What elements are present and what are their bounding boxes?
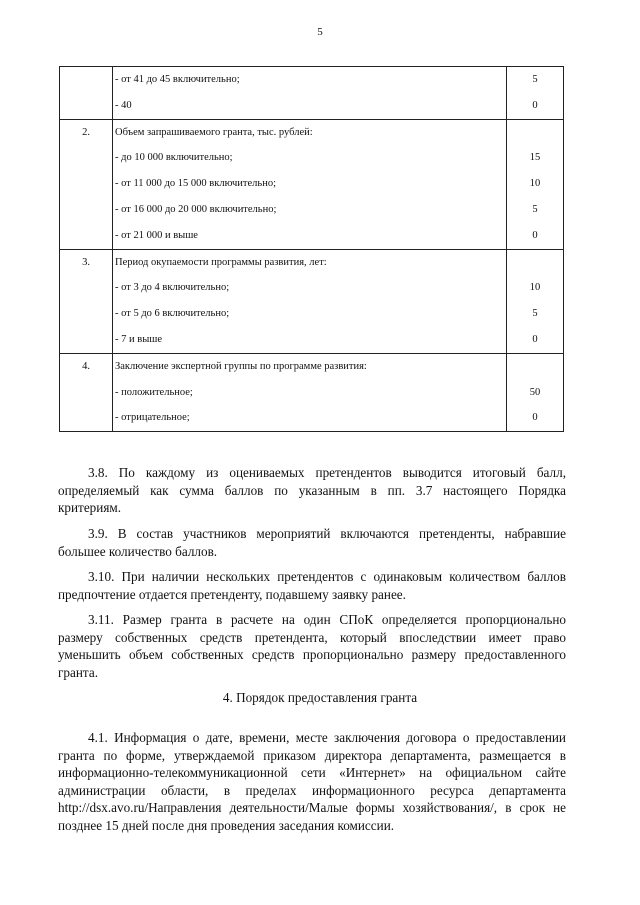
criteria-score-cell <box>507 119 564 249</box>
paragraph-line: администрации области, в пределах информационного ресурса департамента <box>58 782 566 798</box>
paragraph-3-10 <box>58 568 566 603</box>
paragraph-line: 3.11. Размер гранта в расчете на один СПоК определяется пропорционально <box>88 612 566 627</box>
criteria-text-cell <box>113 119 507 249</box>
criteria-number-cell <box>60 67 113 120</box>
criteria-item-score <box>507 120 563 146</box>
criteria-row <box>60 353 564 431</box>
criteria-item-text: - от 41 до 45 включительно; <box>115 74 240 85</box>
criteria-score-cell <box>507 353 564 431</box>
paragraph-line: 3.8. По каждому из оцениваемых претендентов выводится итоговый балл, <box>88 465 566 480</box>
criteria-item-score: 10 <box>529 282 541 294</box>
criteria-item-score: 50 <box>529 386 541 398</box>
paragraph-line: http://dsx.avo.ru/Направления деятельности/Малые формы хозяйствования/, в срок не <box>58 800 566 815</box>
criteria-text-cell <box>113 353 507 431</box>
page-number: 5 <box>317 26 323 38</box>
section-heading: 4. Порядок предоставления гранта <box>222 690 418 705</box>
criteria-item-text: - от 3 до 4 включительно; <box>115 282 230 294</box>
criteria-item-score: 0 <box>532 229 538 241</box>
paragraph-line: гранта по форме, утверждаемой приказом директора департамента, размещается в <box>58 747 566 763</box>
criteria-table <box>59 66 564 432</box>
criteria-item-score: 0 <box>532 412 538 424</box>
criteria-text-cell <box>113 249 507 353</box>
criteria-score-cell <box>507 249 564 353</box>
paragraph-line: 3.10. При наличии нескольких претендентов с одинаковым количеством баллов <box>88 569 566 584</box>
paragraph-4-1 <box>58 729 566 834</box>
criteria-number-cell <box>60 249 113 353</box>
criteria-item-text: - 7 и выше <box>115 333 162 345</box>
criteria-item-text: - отрицательное; <box>115 412 190 424</box>
paragraph-line: информационно-телекоммуникационной сети «Интернет» на официальном сайте <box>58 765 566 780</box>
criteria-item-text: - от 11 000 до 15 000 включительно; <box>115 178 276 190</box>
criteria-number <box>60 67 112 93</box>
paragraph-3-9 <box>58 525 566 560</box>
paragraph-line: уменьшить объем собственных средств пропорционально размеру предоставленного <box>58 647 566 662</box>
criteria-item-text: - положительное; <box>115 386 193 398</box>
criteria-item-text: Период окупаемости программы развития, лет: <box>115 256 327 268</box>
criteria-number: 3. <box>82 256 90 268</box>
paragraph-3-8 <box>58 464 566 517</box>
criteria-text-cell <box>113 67 507 120</box>
criteria-item-score: 5 <box>532 203 538 215</box>
paragraph-line: 4.1. Информация о дате, времени, месте заключения договора о предоставлении <box>88 730 566 745</box>
paragraph-line: 3.9. В состав участников мероприятий включаются претенденты, набравшие <box>88 526 566 541</box>
criteria-item-score: 0 <box>532 333 538 345</box>
criteria-number: 2. <box>82 126 90 138</box>
criteria-item-score: 0 <box>532 99 538 111</box>
criteria-item-score: 5 <box>532 74 538 85</box>
paragraph-line: критериям. <box>58 500 122 515</box>
criteria-item-text: - 40 <box>115 99 132 111</box>
criteria-item-text: - до 10 000 включительно; <box>115 152 233 164</box>
paragraph-3-11 <box>58 611 566 681</box>
paragraph-line: размеру собственных средств претендента, который впоследствии имеет право <box>58 629 566 645</box>
criteria-item-score: 15 <box>529 152 541 164</box>
criteria-row <box>60 67 564 120</box>
criteria-item-text: - от 5 до 6 включительно; <box>115 308 230 320</box>
criteria-number-cell <box>60 353 113 431</box>
criteria-score-cell <box>507 67 564 120</box>
paragraph-line: предпочтение отдается претенденту, подавшему заявку ранее. <box>58 586 406 602</box>
criteria-item-score: 5 <box>532 308 538 320</box>
criteria-item-text: - от 16 000 до 20 000 включительно; <box>115 203 277 215</box>
criteria-number: 4. <box>82 360 90 372</box>
criteria-item-text: Объем запрашиваемого гранта, тыс. рублей: <box>115 126 313 138</box>
criteria-row <box>60 249 564 353</box>
paragraph-line: гранта. <box>58 664 98 680</box>
paragraph-line: определяемый как сумма баллов по указанным в пп. 3.7 настоящего Порядка <box>58 482 566 498</box>
criteria-item-score <box>507 354 563 380</box>
criteria-item-text: - от 21 000 и выше <box>115 229 198 241</box>
criteria-number-cell <box>60 119 113 249</box>
paragraph-line: большее количество баллов. <box>58 543 218 559</box>
criteria-item-text: Заключение экспертной группы по программе развития: <box>115 360 367 372</box>
criteria-item-score <box>507 250 563 276</box>
criteria-row <box>60 119 564 249</box>
criteria-item-score: 10 <box>529 178 541 190</box>
paragraph-line: позднее 15 дней после дня проведения заседания комиссии. <box>58 817 395 833</box>
